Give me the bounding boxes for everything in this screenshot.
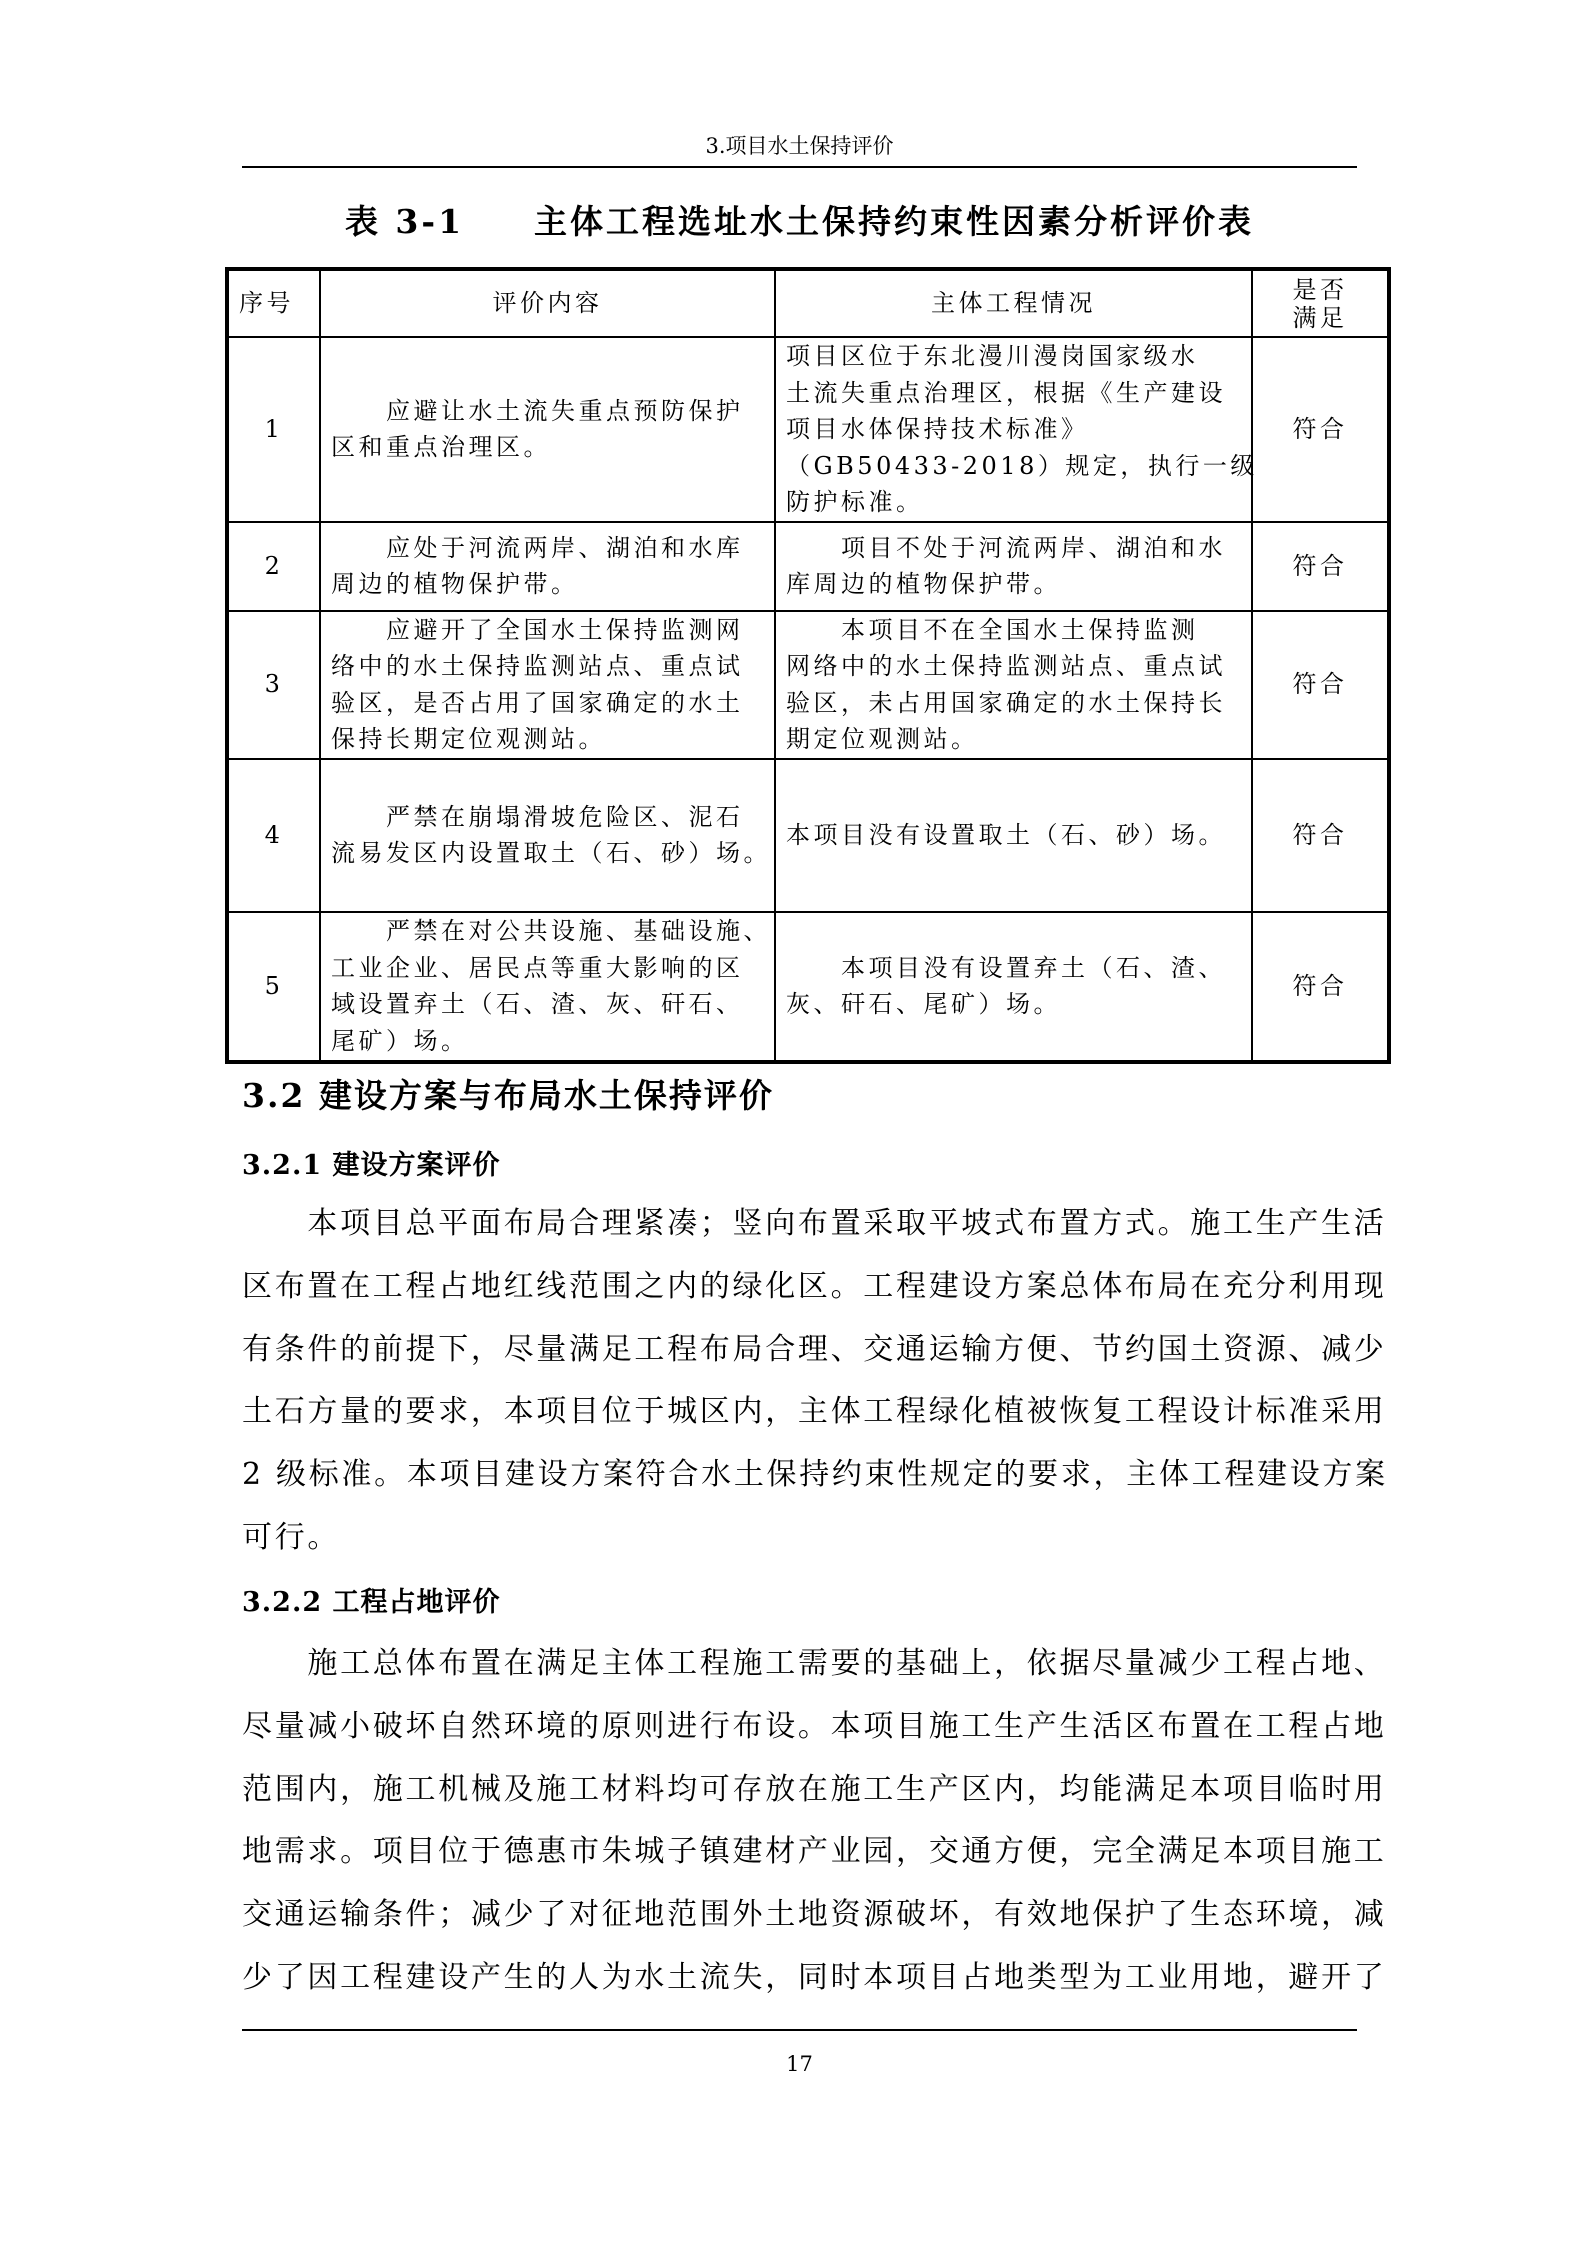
evaluation-content [320,759,775,912]
text-line: 本项目总平面布局合理紧凑；竖向布置采取平坡式布置方式。施工生产生活 [242,1206,1387,1241]
text-line: 土石方量的要求，本项目位于城区内，主体工程绿化植被恢复工程设计标准采用 [242,1394,1387,1430]
evaluation-content [320,522,775,611]
text-line: 有条件的前提下，尽量满足工程布局合理、交通运输方便、节约国土资源、减少 [242,1331,1387,1367]
table-row [227,337,1389,522]
text-line: 本项目没有设置弃土（石、渣、 [786,953,1226,982]
column-header: 序号 [227,269,320,337]
compliance-result: 符合 [1252,337,1389,522]
text-line: 应避让水土流失重点预防保护 [331,396,744,425]
text-line: 验区，是否占用了国家确定的水土 [331,688,744,717]
table-number: 表 3-1 [344,202,465,241]
row-number: 2 [227,522,320,611]
evaluation-content [320,337,775,522]
project-situation [775,522,1252,611]
table-row [227,611,1389,759]
subsection-heading-2: 3.2.2 工程占地评价 [242,1587,501,1618]
page-number: 17 [786,2052,813,2076]
table-row [227,759,1389,912]
text-line: 尾矿）场。 [331,1026,469,1055]
text-line: 是否 [1292,275,1348,304]
text-line: 网络中的水土保持监测站点、重点试 [786,652,1226,680]
text-line: 本项目没有设置取土（石、砂）场。 [786,820,1226,849]
text-line: 项目区位于东北漫川漫岗国家级水 [786,342,1199,370]
text-line: 验区，未占用国家确定的水土保持长 [786,688,1226,717]
text-line: 防护标准。 [786,488,924,516]
table-row [227,522,1389,611]
text-line: 2 级标准。本项目建设方案符合水土保持约束性规定的要求，主体工程建设方案 [242,1457,1388,1493]
text-line: 满足 [1292,303,1348,332]
text-line: 项目不处于河流两岸、湖泊和水 [786,533,1226,562]
project-situation [775,912,1252,1062]
text-line: 络中的水土保持监测站点、重点试 [331,652,744,680]
text-line: 区布置在工程占地红线范围之内的绿化区。工程建设方案总体布局在充分利用现 [242,1268,1387,1304]
column-header: 评价内容 [320,269,775,337]
text-line: 工业企业、居民点等重大影响的区 [331,953,744,982]
table-title-text: 主体工程选址水土保持约束性因素分析评价表 [534,202,1255,241]
text-line: 少了因工程建设产生的人为水土流失，同时本项目占地类型为工业用地，避开了 [242,1959,1387,1995]
evaluation-content [320,912,775,1062]
header-rule [242,166,1357,168]
text-line: 应避开了全国水土保持监测网 [331,615,744,644]
constraint-table [225,267,1391,1064]
row-number: 5 [227,912,320,1062]
footer-rule [242,2029,1357,2031]
project-situation [775,759,1252,912]
table-row [227,912,1389,1062]
table-title [242,196,1357,243]
table-header-row [227,269,1389,337]
text-line: 库周边的植物保护带。 [786,570,1061,598]
paragraph-2 [242,1633,1387,2010]
text-line: 域设置弃土（石、渣、灰、矸石、 [331,990,744,1018]
text-line: 尽量减小破坏自然环境的原则进行布设。本项目施工生产生活区布置在工程占地 [242,1708,1387,1744]
text-line: 土流失重点治理区，根据《生产建设 [786,378,1226,407]
compliance-result: 符合 [1252,759,1389,912]
running-header: 3.项目水土保持评价 [705,134,894,158]
text-line: 保持长期定位观测站。 [331,725,606,753]
text-line: （GB50433-2018）规定，执行一级 [786,451,1258,480]
text-line: 交通运输条件；减少了对征地范围外土地资源破坏，有效地保护了生态环境，减 [242,1897,1387,1933]
compliance-result: 符合 [1252,912,1389,1062]
text-line: 周边的植物保护带。 [331,570,579,598]
text-line: 范围内，施工机械及施工材料均可存放在施工生产区内，均能满足本项目临时用 [242,1771,1387,1807]
text-line: 施工总体布置在满足主体工程施工需要的基础上，依据尽量减少工程占地、 [242,1646,1387,1681]
column-header: 主体工程情况 [775,269,1252,337]
project-situation [775,611,1252,759]
project-situation [775,337,1258,522]
column-header [1252,269,1389,337]
text-line: 期定位观测站。 [786,725,979,753]
row-number: 4 [227,759,320,912]
text-line: 区和重点治理区。 [331,433,551,462]
text-line: 灰、矸石、尾矿）场。 [786,990,1061,1018]
row-number: 3 [227,611,320,759]
text-line: 应处于河流两岸、湖泊和水库 [331,533,744,562]
text-line: 可行。 [242,1519,341,1555]
text-line: 本项目不在全国水土保持监测 [786,615,1199,644]
compliance-result: 符合 [1252,611,1389,759]
text-line: 严禁在对公共设施、基础设施、 [331,917,771,945]
paragraph-1 [242,1193,1388,1570]
text-line: 项目水体保持技术标准》 [786,415,1089,443]
evaluation-content [320,611,775,759]
subsection-heading-1: 3.2.1 建设方案评价 [242,1150,501,1181]
text-line: 严禁在崩塌滑坡危险区、泥石 [331,802,744,831]
text-line: 地需求。项目位于德惠市朱城子镇建材产业园，交通方便，完全满足本项目施工 [242,1834,1387,1870]
row-number: 1 [227,337,320,522]
text-line: 流易发区内设置取土（石、砂）场。 [331,839,771,867]
compliance-result: 符合 [1252,522,1389,611]
section-heading: 3.2 建设方案与布局水土保持评价 [242,1076,774,1115]
